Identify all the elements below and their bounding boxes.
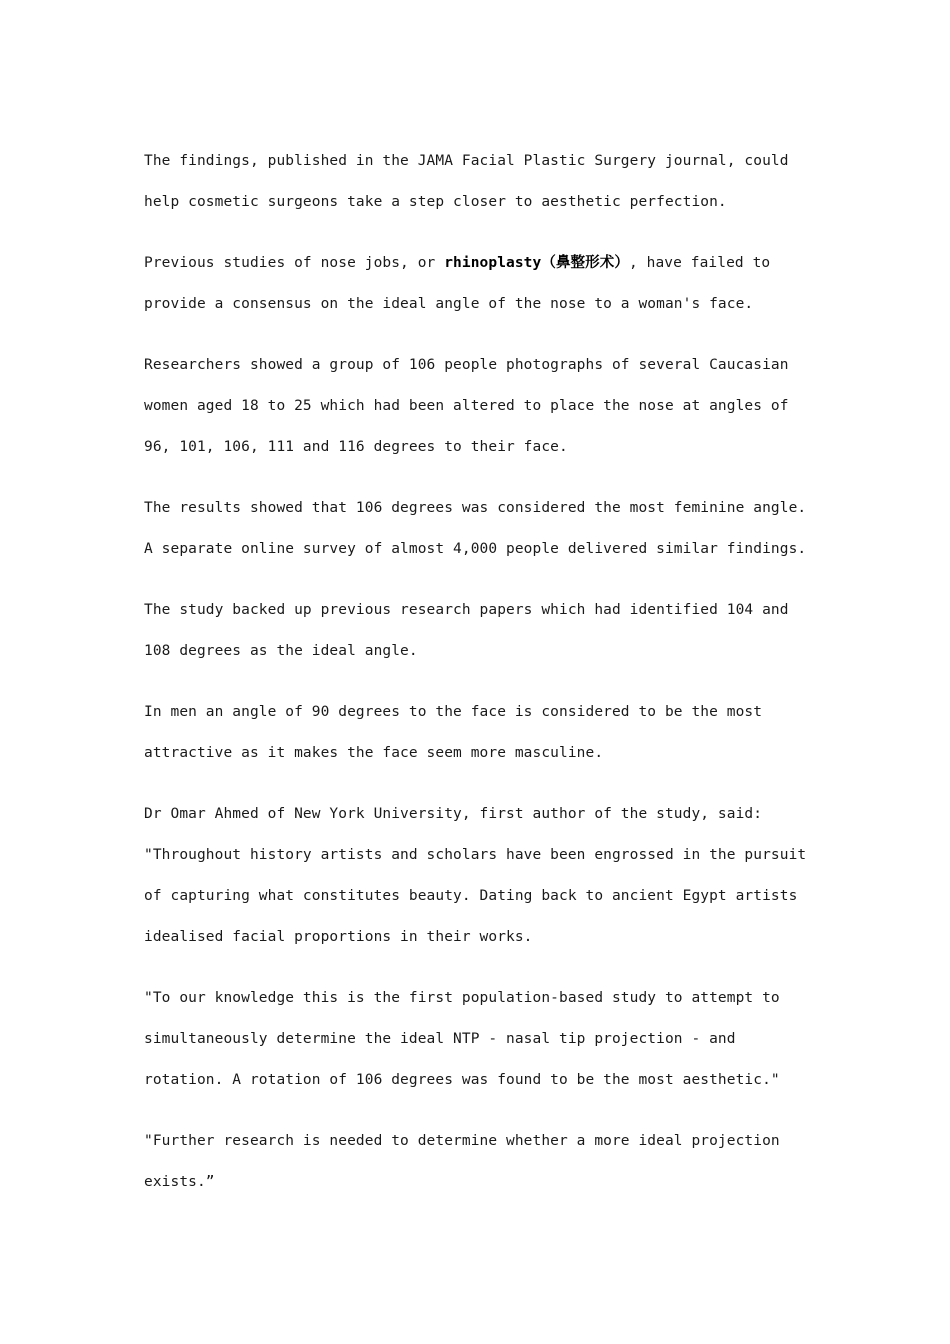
paragraph-men: In men an angle of 90 degrees to the face is considered to be the most attractive as it makes the face seem more masculine. <box>144 704 763 761</box>
article-body <box>144 141 814 1223</box>
rhinoplasty-term: rhinoplasty（鼻整形术） <box>444 255 629 271</box>
paragraph-quote-knowledge: "To our knowledge this is the first population-based study to attempt to simultaneously determine the ideal NTP - nasal tip projection - and rotation. A rotation of 106 degrees was found to be the most aesthetic." <box>144 990 780 1088</box>
paragraph-researchers: Researchers showed a group of 106 people photographs of several Caucasian women aged 18 to 25 which had been altered to place the nose at angles of 96, 101, 106, 111 and 116 degrees to their face. <box>144 357 789 455</box>
paragraph-findings: The findings, published in the JAMA Facial Plastic Surgery journal, could help cosmetic surgeons take a step closer to aesthetic perfection. <box>144 153 789 210</box>
paragraph-study: The study backed up previous research papers which had identified 104 and 108 degrees as the ideal angle. <box>144 602 789 659</box>
paragraph-quote-further: "Further research is needed to determine whether a more ideal projection exists.” <box>144 1133 780 1190</box>
paragraph-quote-history: "Throughout history artists and scholars have been engrossed in the pursuit of capturing what constitutes beauty. Dating back to ancient Egypt artists idealised facial proportions in their works. <box>144 847 807 945</box>
paragraph-ahmed-intro: Dr Omar Ahmed of New York University, first author of the study, said: <box>144 806 763 822</box>
paragraph-rhinoplasty-before: Previous studies of nose jobs, or <box>144 255 445 271</box>
paragraph-rhinoplasty <box>144 243 814 325</box>
paragraph-results: The results showed that 106 degrees was considered the most feminine angle. A separate online survey of almost 4,000 people delivered similar findings. <box>144 500 807 557</box>
paragraph-rhinoplasty-after: , have failed to provide a consensus on the ideal angle of the nose to a woman's face. <box>144 255 771 312</box>
